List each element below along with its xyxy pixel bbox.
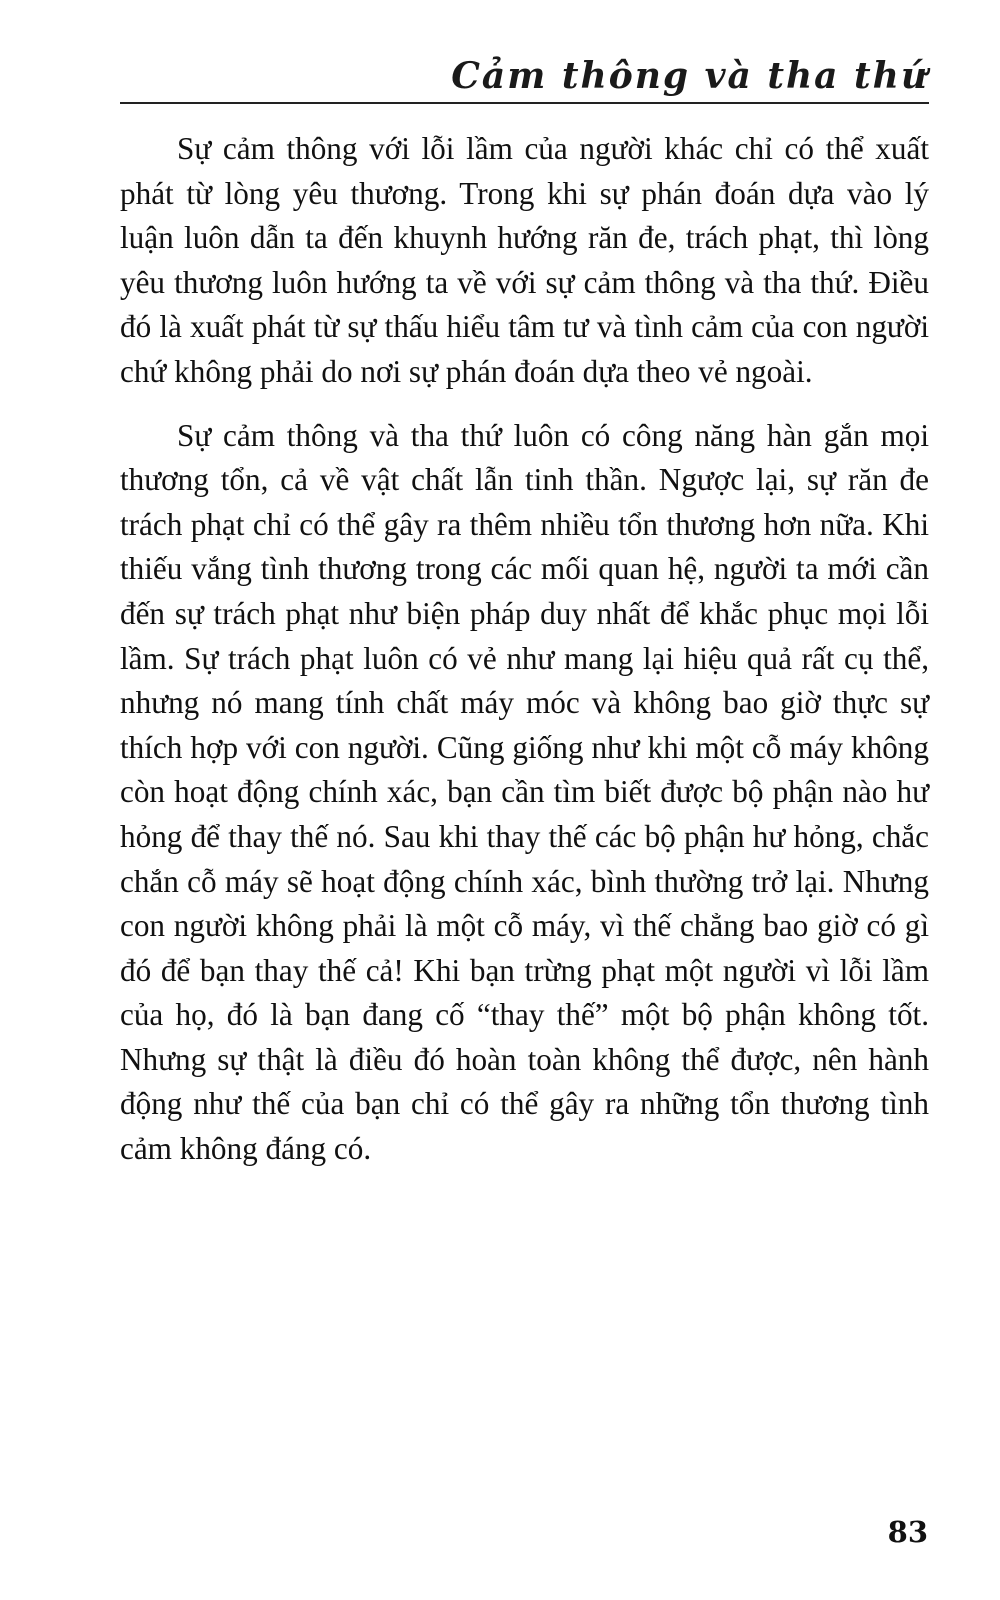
paragraph-2: Sự cảm thông và tha thứ luôn có công năng hàn gắn mọi thương tổn, cả về vật chất lẫn tinh thần. Ngược lại, sự răn đe trách phạt chỉ có thể gây ra thêm nhiều tổn thương hơn nữa. Khi thiếu vắng tình thương trong các mối quan hệ, người ta mới cần đến sự trách phạt như biện pháp duy nhất để khắc phục mọi lỗi lầm. Sự trách phạt luôn có vẻ như mang lại hiệu quả rất cụ thể, nhưng nó mang tính chất máy móc và không bao giờ thực sự thích hợp với con người. Cũng giống như khi một cỗ máy không còn hoạt động chính xác, bạn cần tìm biết được bộ phận nào hư hỏng để thay thế nó. Sau khi thay thế các bộ phận hư hỏng, chắc chắn cỗ máy sẽ hoạt động chính xác, bình thường trở lại. Nhưng con người không phải là một cỗ máy, vì thế chẳng bao giờ có gì đó để bạn thay thế cả! Khi bạn trừng phạt một người vì lỗi lầm của họ, đó là bạn đang cố “thay thế” một bộ phận không tốt. Nhưng sự thật là điều đó hoàn toàn không thể được, nên hành động như thế của bạn chỉ có thể gây ra những tổn thương tình cảm không đáng có. (120, 417, 929, 1167)
page-number: 83 (887, 1515, 928, 1549)
running-header-title: Cảm thông và tha thứ (451, 55, 929, 97)
running-header (120, 50, 929, 104)
page-body (120, 127, 929, 1191)
paragraph-1: Sự cảm thông với lỗi lầm của người khác chỉ có thể xuất phát từ lòng yêu thương. Trong khi sự phán đoán dựa vào lý luận luôn dẫn ta đến khuynh hướng răn đe, trách phạt, thì lòng yêu thương luôn hướng ta về với sự cảm thông và tha thứ. Điều đó là xuất phát từ sự thấu hiểu tâm tư và tình cảm của con người chứ không phải do nơi sự phán đoán dựa theo vẻ ngoài. (120, 131, 929, 389)
